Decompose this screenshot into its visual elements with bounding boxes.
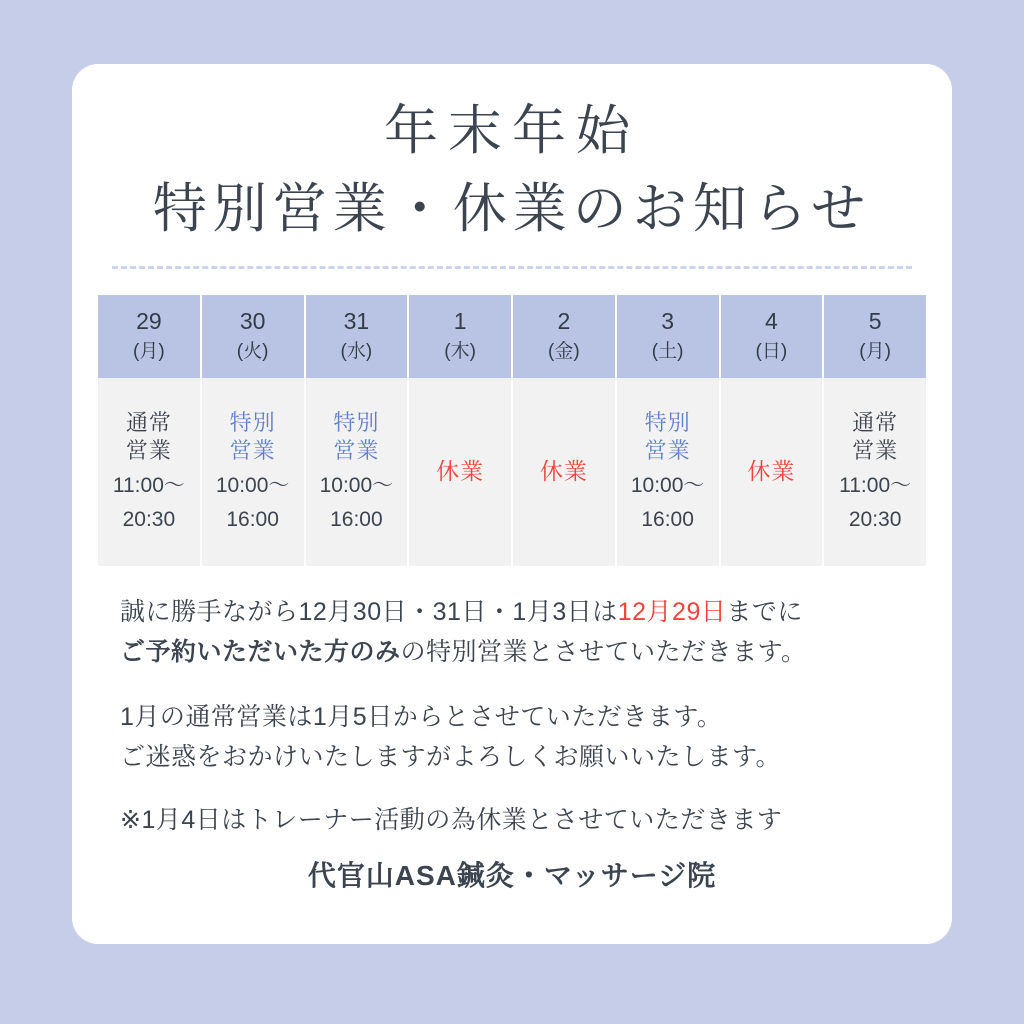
day-header-4	[721, 295, 823, 378]
day-header-29	[98, 295, 200, 378]
schedule-cell-1	[409, 378, 511, 566]
day-header-2	[513, 295, 615, 378]
status-label-line-1: 通常	[852, 409, 899, 435]
day-number: 2	[557, 307, 571, 334]
notice-card	[72, 64, 952, 944]
day-number: 29	[136, 307, 162, 334]
schedule-cell-4	[721, 378, 823, 566]
day-number: 4	[764, 307, 778, 334]
status-label-line-1: 特別	[644, 409, 691, 435]
schedule-table	[96, 295, 928, 566]
schedule-table-wrapper	[96, 295, 928, 566]
note-text-rest: の特別営業とさせていただきます。	[400, 638, 807, 667]
hours-line-1: 11:00〜	[839, 473, 912, 497]
schedule-cell-30	[202, 378, 304, 566]
dashed-divider	[112, 266, 912, 269]
note-paragraph-1b	[120, 632, 904, 673]
notes-section	[120, 592, 904, 895]
page-title-line-1: 年末年始	[384, 101, 640, 161]
status-label-line-1: 特別	[229, 409, 276, 435]
note-highlight-date: 12月29日	[617, 597, 727, 626]
day-number: 1	[453, 307, 467, 334]
note-paragraph-3: ご迷惑をおかけいたしますがよろしくお願いいたします。	[120, 743, 782, 772]
day-header-3	[617, 295, 719, 378]
hours-line-1: 10:00〜	[319, 473, 394, 497]
schedule-cell-3	[617, 378, 719, 566]
hours-line-2: 20:30	[848, 508, 902, 532]
hours-line-2: 16:00	[226, 508, 279, 532]
title-block	[72, 64, 952, 244]
status-label-line-1: 特別	[333, 409, 380, 435]
table-row	[98, 378, 926, 566]
day-header-30	[202, 295, 304, 378]
hours-line-1: 11:00〜	[112, 473, 185, 497]
note-text-part-a: 誠に勝手ながら12月30日・31日・1月3日は	[120, 597, 618, 626]
schedule-cell-29	[98, 378, 200, 566]
day-of-week: (月)	[859, 341, 891, 363]
page-title-line-2: 特別営業・休業のお知らせ	[152, 178, 872, 239]
schedule-cell-31	[306, 378, 408, 566]
note-bold-reservation: ご予約いただいた方のみ	[120, 638, 401, 667]
status-label-line-1: 休業	[539, 457, 588, 484]
day-number: 31	[343, 307, 370, 334]
status-label-line-1: 休業	[747, 457, 796, 484]
hours-line-1: 10:00〜	[630, 473, 705, 497]
status-label-line-2: 営業	[644, 438, 691, 464]
hours-line-2: 16:00	[641, 508, 694, 532]
day-number: 5	[868, 307, 882, 334]
day-number: 30	[239, 307, 266, 334]
day-of-week: (月)	[133, 341, 165, 363]
status-label-line-2: 営業	[229, 438, 276, 464]
schedule-cell-5	[824, 378, 926, 566]
status-label-line-2: 営業	[852, 438, 899, 464]
day-header-1	[409, 295, 511, 378]
hours-line-1: 10:00〜	[215, 473, 290, 497]
day-of-week: (金)	[548, 341, 580, 363]
day-header-5	[824, 295, 926, 378]
schedule-cell-2	[513, 378, 615, 566]
note-paragraph-4: ※1月4日はトレーナー活動の為休業とさせていただきます	[120, 805, 783, 834]
day-header-31	[306, 295, 408, 378]
day-of-week: (火)	[236, 341, 269, 363]
status-label-line-2: 営業	[125, 438, 172, 464]
clinic-signature: 代官山ASA鍼灸・マッサージ院	[307, 860, 717, 892]
day-of-week: (日)	[755, 341, 788, 363]
table-header-row	[98, 295, 926, 378]
day-of-week: (木)	[444, 341, 476, 363]
status-label-line-1: 休業	[436, 457, 485, 484]
hours-line-2: 20:30	[122, 508, 176, 532]
status-label-line-1: 通常	[125, 409, 172, 435]
day-number: 3	[661, 307, 675, 334]
day-of-week: (土)	[651, 341, 684, 363]
day-of-week: (水)	[340, 341, 373, 363]
note-paragraph-2: 1月の通常営業は1月5日からとさせていただきます。	[120, 702, 723, 731]
status-label-line-2: 営業	[333, 438, 380, 464]
note-paragraph-1	[120, 592, 904, 633]
hours-line-2: 16:00	[330, 508, 383, 532]
note-text-part-b: までに	[726, 597, 803, 626]
